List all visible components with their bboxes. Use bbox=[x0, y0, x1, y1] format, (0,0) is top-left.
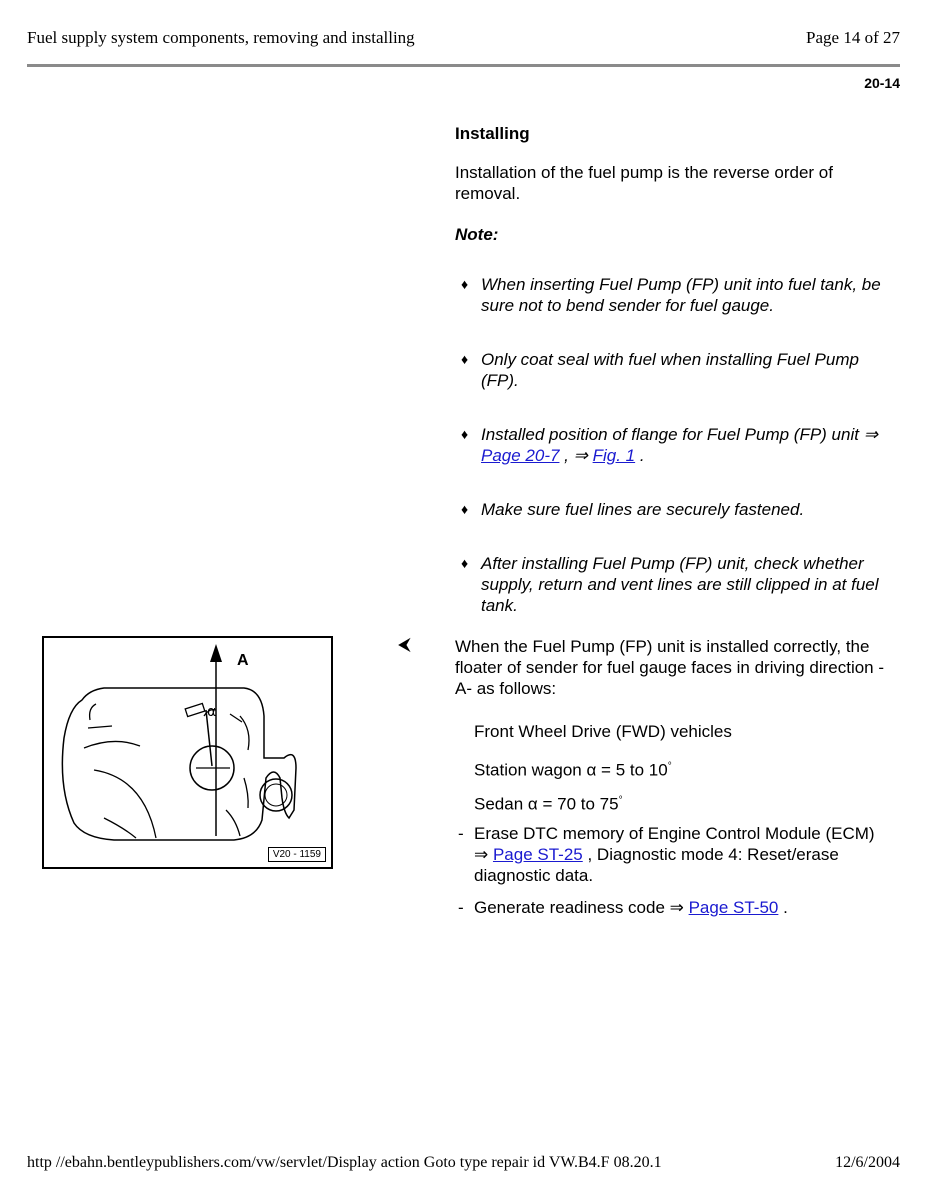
station-wagon-value: = 5 to 10 bbox=[601, 760, 668, 780]
list-item bbox=[455, 349, 885, 391]
fuel-tank-figure bbox=[42, 636, 333, 869]
page-st-50-link[interactable]: Page ST-50 bbox=[688, 898, 779, 917]
step-text: Generate readiness code ⇒ bbox=[474, 898, 689, 917]
step-text-end: . bbox=[778, 898, 788, 917]
dash-marker: - bbox=[458, 898, 464, 917]
bullet-text: Only coat seal with fuel when installing Fuel Pump (FP). bbox=[481, 350, 859, 390]
step-text-end: , Diagnostic mode 4: Reset/erase diagnostic data. bbox=[474, 845, 839, 885]
list-item bbox=[455, 553, 885, 616]
installing-heading: Installing bbox=[455, 124, 530, 143]
bullet-text: Make sure fuel lines are securely fastened. bbox=[481, 500, 805, 519]
sedan-row bbox=[474, 790, 623, 815]
bullet-text-mid: , ⇒ bbox=[559, 446, 593, 465]
sedan-value: = 70 to 75 bbox=[542, 794, 619, 814]
note-label: Note: bbox=[455, 225, 499, 244]
sedan-label: Sedan bbox=[474, 794, 524, 814]
note-bullet-list bbox=[455, 274, 885, 649]
orientation-intro: When the Fuel Pump (FP) unit is installed correctly, the floater of sender for fuel gauge faces in driving direction -A- as follows: bbox=[455, 637, 885, 698]
diamond-bullet-icon: ♦ bbox=[461, 276, 469, 292]
bullet-text: After installing Fuel Pump (FP) unit, check whether supply, return and vent lines are still clipped in at fuel tank. bbox=[481, 554, 879, 615]
station-wagon-label: Station wagon bbox=[474, 760, 582, 780]
diamond-bullet-icon: ♦ bbox=[461, 501, 469, 517]
list-item bbox=[455, 823, 875, 886]
list-item bbox=[455, 499, 885, 520]
figure-pointer-icon: ⮜ bbox=[398, 634, 411, 654]
print-date: 12/6/2004 bbox=[835, 1154, 900, 1171]
page-20-7-link[interactable]: Page 20-7 bbox=[481, 446, 560, 465]
source-url: http //ebahn.bentleypublishers.com/vw/servlet/Display action Goto type repair id VW.B4.F 08.20.1 bbox=[27, 1154, 662, 1171]
station-wagon-row bbox=[474, 756, 672, 781]
alpha-symbol: α bbox=[586, 760, 597, 780]
page-st-25-link[interactable]: Page ST-25 bbox=[492, 845, 583, 864]
bullet-text: Installed position of flange for Fuel Pump (FP) unit ⇒ bbox=[481, 425, 878, 444]
document-title: Fuel supply system components, removing and installing bbox=[27, 28, 415, 47]
direction-label-a: A bbox=[237, 652, 249, 669]
bullet-text: When inserting Fuel Pump (FP) unit into fuel tank, be sure not to bend sender for fuel gauge. bbox=[481, 275, 881, 315]
fig-1-link[interactable]: Fig. 1 bbox=[592, 446, 636, 465]
installing-text: Installation of the fuel pump is the reverse order of removal. bbox=[455, 163, 833, 203]
dash-marker: - bbox=[458, 824, 464, 843]
page-counter: Page 14 of 27 bbox=[806, 28, 900, 47]
diamond-bullet-icon: ♦ bbox=[461, 555, 469, 571]
installing-section bbox=[455, 123, 885, 273]
fwd-vehicles-heading: Front Wheel Drive (FWD) vehicles bbox=[474, 722, 732, 741]
section-page-number: 20-14 bbox=[864, 75, 900, 91]
diamond-bullet-icon: ♦ bbox=[461, 426, 469, 442]
bullet-text-end: . bbox=[635, 446, 645, 465]
alpha-angle-label: α bbox=[207, 704, 217, 720]
fuel-tank-drawing bbox=[44, 638, 331, 867]
list-item bbox=[455, 424, 885, 466]
step-text: Erase DTC memory of Engine Control Module (ECM) ⇒ bbox=[474, 824, 875, 864]
header-divider bbox=[27, 64, 900, 67]
figure-code-label: V20 - 1159 bbox=[268, 847, 326, 862]
diamond-bullet-icon: ♦ bbox=[461, 351, 469, 367]
alpha-symbol: α bbox=[527, 794, 538, 814]
list-item bbox=[455, 274, 885, 316]
list-item bbox=[455, 897, 875, 918]
degree-symbol: ° bbox=[667, 761, 672, 772]
degree-symbol: ° bbox=[618, 795, 623, 806]
